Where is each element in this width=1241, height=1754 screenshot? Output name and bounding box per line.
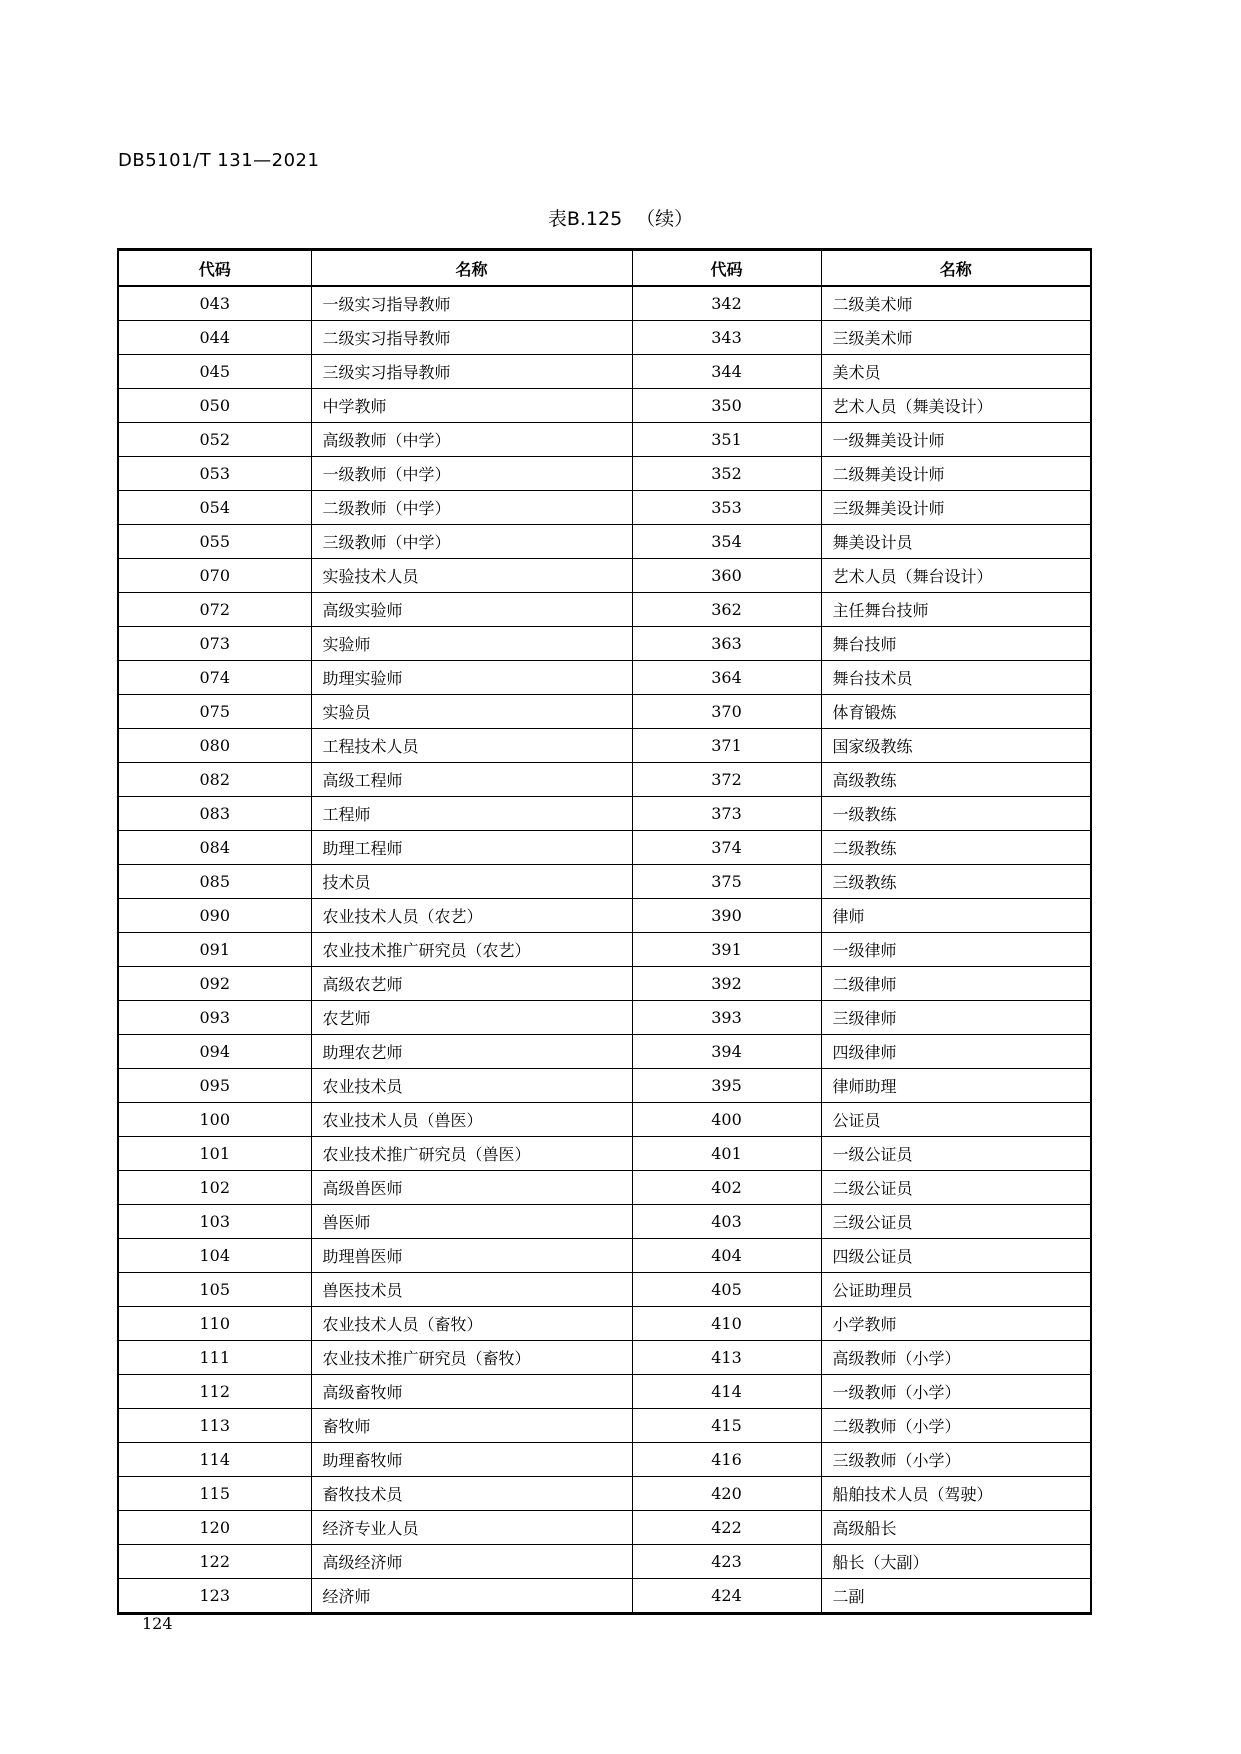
code-left-cell: 112	[118, 1375, 311, 1409]
table-body	[118, 286, 1091, 1614]
code-right-cell: 424	[632, 1579, 821, 1614]
header-name-left: 名称	[311, 250, 632, 287]
name-left-cell: 二级实习指导教师	[311, 321, 632, 355]
code-right-cell: 362	[632, 593, 821, 627]
name-right-cell: 主任舞台技师	[821, 593, 1091, 627]
code-left-cell: 052	[118, 423, 311, 457]
table-row	[118, 1171, 1091, 1205]
code-left-cell: 123	[118, 1579, 311, 1614]
table-row	[118, 695, 1091, 729]
standard-code: DB5101/T 131—2021	[118, 150, 320, 171]
table-row	[118, 1375, 1091, 1409]
code-left-cell: 082	[118, 763, 311, 797]
name-right-cell: 律师	[821, 899, 1091, 933]
name-right-cell: 舞台技师	[821, 627, 1091, 661]
table-row	[118, 661, 1091, 695]
table-row	[118, 1341, 1091, 1375]
name-left-cell: 农业技术推广研究员（兽医）	[311, 1137, 632, 1171]
code-left-cell: 120	[118, 1511, 311, 1545]
table-row	[118, 286, 1091, 321]
name-right-cell: 体育锻炼	[821, 695, 1091, 729]
header-code-left: 代码	[118, 250, 311, 287]
name-right-cell: 三级教练	[821, 865, 1091, 899]
table-row	[118, 321, 1091, 355]
table-title-suffix: （续）	[636, 208, 694, 230]
name-right-cell: 律师助理	[821, 1069, 1091, 1103]
code-left-cell: 113	[118, 1409, 311, 1443]
code-right-cell: 371	[632, 729, 821, 763]
table-row	[118, 729, 1091, 763]
name-right-cell: 艺术人员（舞美设计）	[821, 389, 1091, 423]
name-left-cell: 畜牧技术员	[311, 1477, 632, 1511]
name-left-cell: 一级实习指导教师	[311, 286, 632, 321]
table-row	[118, 355, 1091, 389]
code-left-cell: 080	[118, 729, 311, 763]
table-row	[118, 1103, 1091, 1137]
name-left-cell: 高级畜牧师	[311, 1375, 632, 1409]
name-left-cell: 中学教师	[311, 389, 632, 423]
code-left-cell: 045	[118, 355, 311, 389]
code-right-cell: 390	[632, 899, 821, 933]
name-right-cell: 公证员	[821, 1103, 1091, 1137]
table-row	[118, 865, 1091, 899]
code-right-cell: 405	[632, 1273, 821, 1307]
table-row	[118, 899, 1091, 933]
name-right-cell: 一级教练	[821, 797, 1091, 831]
code-right-cell: 423	[632, 1545, 821, 1579]
code-left-cell: 073	[118, 627, 311, 661]
name-right-cell: 小学教师	[821, 1307, 1091, 1341]
code-left-cell: 105	[118, 1273, 311, 1307]
table-row	[118, 593, 1091, 627]
name-right-cell: 一级律师	[821, 933, 1091, 967]
name-left-cell: 高级工程师	[311, 763, 632, 797]
code-right-cell: 410	[632, 1307, 821, 1341]
name-right-cell: 舞美设计员	[821, 525, 1091, 559]
code-right-cell: 342	[632, 286, 821, 321]
name-left-cell: 农业技术人员（兽医）	[311, 1103, 632, 1137]
table-row	[118, 797, 1091, 831]
name-right-cell: 国家级教练	[821, 729, 1091, 763]
table-row	[118, 559, 1091, 593]
table-header-row	[118, 250, 1091, 287]
name-left-cell: 三级实习指导教师	[311, 355, 632, 389]
name-right-cell: 一级教师（小学）	[821, 1375, 1091, 1409]
name-left-cell: 农业技术员	[311, 1069, 632, 1103]
code-left-cell: 083	[118, 797, 311, 831]
code-left-cell: 102	[118, 1171, 311, 1205]
code-right-cell: 393	[632, 1001, 821, 1035]
name-right-cell: 二级公证员	[821, 1171, 1091, 1205]
table-row	[118, 1477, 1091, 1511]
code-left-cell: 114	[118, 1443, 311, 1477]
name-left-cell: 高级经济师	[311, 1545, 632, 1579]
name-right-cell: 艺术人员（舞台设计）	[821, 559, 1091, 593]
code-left-cell: 075	[118, 695, 311, 729]
code-right-cell: 413	[632, 1341, 821, 1375]
name-left-cell: 实验师	[311, 627, 632, 661]
name-right-cell: 船舶技术人员（驾驶）	[821, 1477, 1091, 1511]
code-right-cell: 375	[632, 865, 821, 899]
table-row	[118, 525, 1091, 559]
name-left-cell: 高级农艺师	[311, 967, 632, 1001]
code-left-cell: 072	[118, 593, 311, 627]
name-left-cell: 农业技术人员（畜牧）	[311, 1307, 632, 1341]
name-right-cell: 二级教师（小学）	[821, 1409, 1091, 1443]
name-left-cell: 农业技术推广研究员（农艺）	[311, 933, 632, 967]
name-right-cell: 公证助理员	[821, 1273, 1091, 1307]
code-right-cell: 422	[632, 1511, 821, 1545]
name-left-cell: 助理畜牧师	[311, 1443, 632, 1477]
code-right-cell: 360	[632, 559, 821, 593]
occupation-code-table	[117, 248, 1092, 1615]
code-left-cell: 103	[118, 1205, 311, 1239]
code-left-cell: 050	[118, 389, 311, 423]
code-left-cell: 094	[118, 1035, 311, 1069]
table-row	[118, 1239, 1091, 1273]
name-left-cell: 助理实验师	[311, 661, 632, 695]
table-title	[0, 204, 1241, 231]
code-right-cell: 414	[632, 1375, 821, 1409]
name-right-cell: 船长（大副）	[821, 1545, 1091, 1579]
code-left-cell: 104	[118, 1239, 311, 1273]
name-right-cell: 美术员	[821, 355, 1091, 389]
name-left-cell: 农业技术人员（农艺）	[311, 899, 632, 933]
table-row	[118, 1069, 1091, 1103]
name-left-cell: 助理工程师	[311, 831, 632, 865]
name-left-cell: 高级兽医师	[311, 1171, 632, 1205]
name-right-cell: 舞台技术员	[821, 661, 1091, 695]
name-left-cell: 高级教师（中学）	[311, 423, 632, 457]
name-right-cell: 二级舞美设计师	[821, 457, 1091, 491]
code-right-cell: 395	[632, 1069, 821, 1103]
name-right-cell: 高级教练	[821, 763, 1091, 797]
name-right-cell: 三级舞美设计师	[821, 491, 1091, 525]
header-name-right: 名称	[821, 250, 1091, 287]
name-right-cell: 一级公证员	[821, 1137, 1091, 1171]
table-row	[118, 389, 1091, 423]
code-right-cell: 404	[632, 1239, 821, 1273]
code-right-cell: 402	[632, 1171, 821, 1205]
code-right-cell: 415	[632, 1409, 821, 1443]
code-right-cell: 391	[632, 933, 821, 967]
table-row	[118, 423, 1091, 457]
name-left-cell: 工程技术人员	[311, 729, 632, 763]
code-left-cell: 110	[118, 1307, 311, 1341]
name-right-cell: 二副	[821, 1579, 1091, 1614]
code-right-cell: 364	[632, 661, 821, 695]
code-left-cell: 074	[118, 661, 311, 695]
name-right-cell: 高级教师（小学）	[821, 1341, 1091, 1375]
code-right-cell: 353	[632, 491, 821, 525]
table-row	[118, 1035, 1091, 1069]
name-left-cell: 助理兽医师	[311, 1239, 632, 1273]
code-left-cell: 122	[118, 1545, 311, 1579]
table-row	[118, 1001, 1091, 1035]
table-row	[118, 1511, 1091, 1545]
code-left-cell: 092	[118, 967, 311, 1001]
table-row	[118, 1137, 1091, 1171]
code-left-cell: 090	[118, 899, 311, 933]
name-left-cell: 三级教师（中学）	[311, 525, 632, 559]
table-row	[118, 1273, 1091, 1307]
code-left-cell: 084	[118, 831, 311, 865]
table-row	[118, 1579, 1091, 1614]
table-row	[118, 627, 1091, 661]
name-left-cell: 兽医师	[311, 1205, 632, 1239]
code-right-cell: 373	[632, 797, 821, 831]
code-left-cell: 055	[118, 525, 311, 559]
code-left-cell: 053	[118, 457, 311, 491]
code-right-cell: 370	[632, 695, 821, 729]
name-right-cell: 二级律师	[821, 967, 1091, 1001]
name-left-cell: 技术员	[311, 865, 632, 899]
table-row	[118, 457, 1091, 491]
name-right-cell: 三级律师	[821, 1001, 1091, 1035]
name-left-cell: 兽医技术员	[311, 1273, 632, 1307]
code-right-cell: 352	[632, 457, 821, 491]
name-left-cell: 经济专业人员	[311, 1511, 632, 1545]
table-row	[118, 1307, 1091, 1341]
table-row	[118, 1205, 1091, 1239]
table-row	[118, 933, 1091, 967]
code-left-cell: 054	[118, 491, 311, 525]
code-left-cell: 044	[118, 321, 311, 355]
code-right-cell: 401	[632, 1137, 821, 1171]
code-left-cell: 101	[118, 1137, 311, 1171]
name-right-cell: 二级教练	[821, 831, 1091, 865]
name-right-cell: 三级教师（小学）	[821, 1443, 1091, 1477]
code-left-cell: 095	[118, 1069, 311, 1103]
name-right-cell: 二级美术师	[821, 286, 1091, 321]
table-row	[118, 1545, 1091, 1579]
code-left-cell: 100	[118, 1103, 311, 1137]
code-left-cell: 085	[118, 865, 311, 899]
code-right-cell: 351	[632, 423, 821, 457]
table-row	[118, 967, 1091, 1001]
name-left-cell: 工程师	[311, 797, 632, 831]
code-right-cell: 416	[632, 1443, 821, 1477]
name-left-cell: 经济师	[311, 1579, 632, 1614]
name-left-cell: 农艺师	[311, 1001, 632, 1035]
name-right-cell: 四级公证员	[821, 1239, 1091, 1273]
table-row	[118, 831, 1091, 865]
name-left-cell: 实验技术人员	[311, 559, 632, 593]
table-row	[118, 1443, 1091, 1477]
code-right-cell: 343	[632, 321, 821, 355]
name-left-cell: 高级实验师	[311, 593, 632, 627]
name-left-cell: 畜牧师	[311, 1409, 632, 1443]
name-left-cell: 一级教师（中学）	[311, 457, 632, 491]
code-left-cell: 115	[118, 1477, 311, 1511]
table-row	[118, 491, 1091, 525]
code-left-cell: 093	[118, 1001, 311, 1035]
code-right-cell: 374	[632, 831, 821, 865]
name-right-cell: 三级公证员	[821, 1205, 1091, 1239]
code-left-cell: 070	[118, 559, 311, 593]
name-right-cell: 三级美术师	[821, 321, 1091, 355]
table-title-prefix: 表B.125	[547, 208, 623, 230]
page-number: 124	[142, 1614, 173, 1633]
code-right-cell: 372	[632, 763, 821, 797]
header-code-right: 代码	[632, 250, 821, 287]
code-left-cell: 091	[118, 933, 311, 967]
table-row	[118, 1409, 1091, 1443]
code-right-cell: 354	[632, 525, 821, 559]
code-right-cell: 344	[632, 355, 821, 389]
table-row	[118, 763, 1091, 797]
code-left-cell: 111	[118, 1341, 311, 1375]
name-left-cell: 实验员	[311, 695, 632, 729]
name-left-cell: 二级教师（中学）	[311, 491, 632, 525]
code-right-cell: 392	[632, 967, 821, 1001]
code-right-cell: 403	[632, 1205, 821, 1239]
code-right-cell: 420	[632, 1477, 821, 1511]
code-right-cell: 350	[632, 389, 821, 423]
code-right-cell: 400	[632, 1103, 821, 1137]
name-left-cell: 农业技术推广研究员（畜牧）	[311, 1341, 632, 1375]
code-right-cell: 394	[632, 1035, 821, 1069]
name-right-cell: 高级船长	[821, 1511, 1091, 1545]
name-right-cell: 四级律师	[821, 1035, 1091, 1069]
name-left-cell: 助理农艺师	[311, 1035, 632, 1069]
name-right-cell: 一级舞美设计师	[821, 423, 1091, 457]
code-right-cell: 363	[632, 627, 821, 661]
code-left-cell: 043	[118, 286, 311, 321]
